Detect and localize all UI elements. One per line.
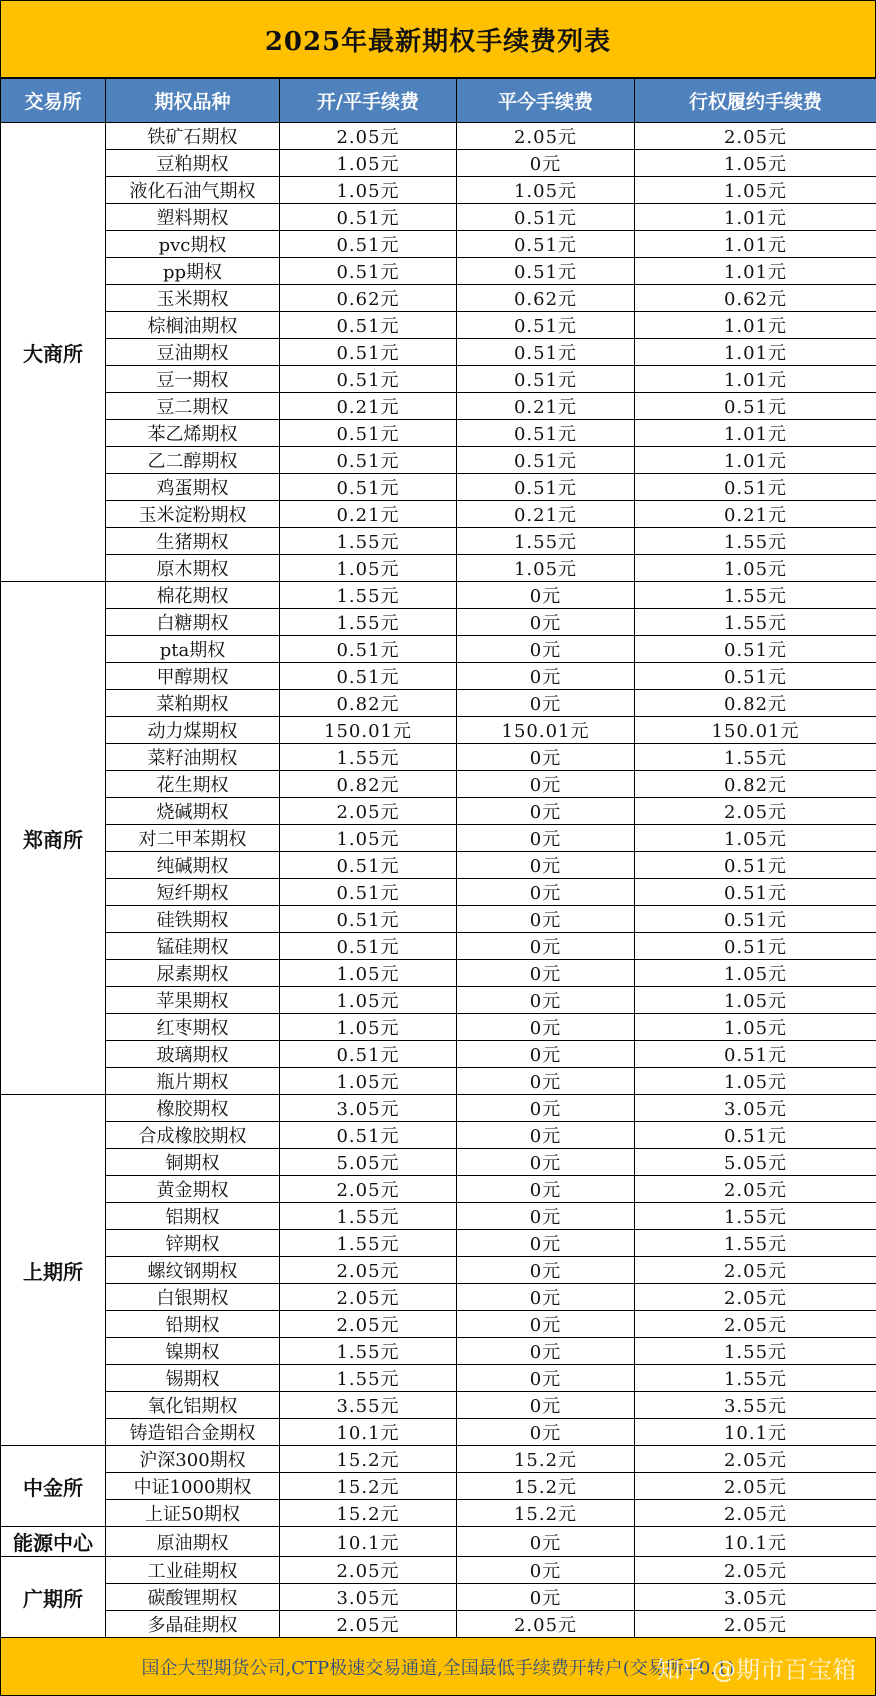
close-today-fee-cell: 0元 <box>457 1176 635 1203</box>
exercise-fee-cell: 2.05元 <box>635 1473 876 1500</box>
exercise-fee-cell: 1.55元 <box>635 744 876 771</box>
table-row <box>1 690 876 717</box>
open-close-fee-cell: 1.55元 <box>280 1203 457 1230</box>
close-today-fee-cell: 2.05元 <box>457 1611 635 1638</box>
exercise-fee-cell: 10.1元 <box>635 1527 876 1557</box>
open-close-fee-cell: 2.05元 <box>280 123 457 150</box>
close-today-fee-cell: 0元 <box>457 960 635 987</box>
open-close-fee-cell: 1.55元 <box>280 528 457 555</box>
table-row <box>1 1014 876 1041</box>
exercise-fee-cell: 1.55元 <box>635 582 876 609</box>
close-today-fee-cell: 0元 <box>457 987 635 1014</box>
close-today-fee-cell: 0.51元 <box>457 258 635 285</box>
exercise-fee-cell: 2.05元 <box>635 1446 876 1473</box>
exercise-fee-cell: 0.51元 <box>635 636 876 663</box>
close-today-fee-cell: 0.51元 <box>457 366 635 393</box>
watermark: 知乎 @期市百宝箱 <box>656 1656 856 1684</box>
open-close-fee-cell: 2.05元 <box>280 1176 457 1203</box>
table-row <box>1 231 876 258</box>
variety-cell: 菜籽油期权 <box>106 744 280 771</box>
close-today-fee-cell: 0元 <box>457 1557 635 1584</box>
close-today-fee-cell: 15.2元 <box>457 1500 635 1527</box>
variety-cell: pta期权 <box>106 636 280 663</box>
open-close-fee-cell: 0.51元 <box>280 879 457 906</box>
open-close-fee-cell: 1.05元 <box>280 150 457 177</box>
variety-cell: 棕榈油期权 <box>106 312 280 339</box>
exercise-fee-cell: 1.01元 <box>635 420 876 447</box>
table-row <box>1 825 876 852</box>
variety-cell: 碳酸锂期权 <box>106 1584 280 1611</box>
open-close-fee-cell: 1.05元 <box>280 960 457 987</box>
table-row <box>1 1176 876 1203</box>
variety-cell: 原油期权 <box>106 1527 280 1557</box>
open-close-fee-cell: 3.05元 <box>280 1584 457 1611</box>
table-row <box>1 771 876 798</box>
close-today-fee-cell: 0元 <box>457 1584 635 1611</box>
table-row <box>1 177 876 204</box>
header-row <box>1 79 876 123</box>
variety-cell: 甲醇期权 <box>106 663 280 690</box>
variety-cell: 生猪期权 <box>106 528 280 555</box>
open-close-fee-cell: 1.05元 <box>280 555 457 582</box>
table-row <box>1 1584 876 1611</box>
variety-cell: 豆油期权 <box>106 339 280 366</box>
close-today-fee-cell: 0元 <box>457 744 635 771</box>
open-close-fee-cell: 15.2元 <box>280 1446 457 1473</box>
variety-cell: 铸造铝合金期权 <box>106 1419 280 1446</box>
close-today-fee-cell: 0元 <box>457 1095 635 1122</box>
exercise-fee-cell: 10.1元 <box>635 1419 876 1446</box>
close-today-fee-cell: 0元 <box>457 1257 635 1284</box>
open-close-fee-cell: 0.62元 <box>280 285 457 312</box>
close-today-fee-cell: 0元 <box>457 150 635 177</box>
table-row <box>1 1392 876 1419</box>
close-today-fee-cell: 15.2元 <box>457 1446 635 1473</box>
header-close-today-fee: 平今手续费 <box>457 79 635 123</box>
open-close-fee-cell: 0.82元 <box>280 690 457 717</box>
variety-cell: 铜期权 <box>106 1149 280 1176</box>
table-row <box>1 474 876 501</box>
open-close-fee-cell: 1.05元 <box>280 177 457 204</box>
open-close-fee-cell: 150.01元 <box>280 717 457 744</box>
table-row <box>1 123 876 150</box>
open-close-fee-cell: 0.21元 <box>280 501 457 528</box>
table-row <box>1 636 876 663</box>
variety-cell: 橡胶期权 <box>106 1095 280 1122</box>
exercise-fee-cell: 1.05元 <box>635 177 876 204</box>
open-close-fee-cell: 0.51元 <box>280 447 457 474</box>
close-today-fee-cell: 0元 <box>457 1230 635 1257</box>
variety-cell: 短纤期权 <box>106 879 280 906</box>
close-today-fee-cell: 0元 <box>457 1527 635 1557</box>
exercise-fee-cell: 1.55元 <box>635 1365 876 1392</box>
exercise-fee-cell: 1.01元 <box>635 258 876 285</box>
table-row <box>1 582 876 609</box>
exercise-fee-cell: 2.05元 <box>635 1284 876 1311</box>
exchange-cell: 大商所 <box>1 123 106 582</box>
close-today-fee-cell: 0元 <box>457 825 635 852</box>
table-row <box>1 1446 876 1473</box>
variety-cell: 中证1000期权 <box>106 1473 280 1500</box>
exercise-fee-cell: 0.51元 <box>635 393 876 420</box>
variety-cell: 动力煤期权 <box>106 717 280 744</box>
variety-cell: 纯碱期权 <box>106 852 280 879</box>
table-row <box>1 1203 876 1230</box>
variety-cell: 豆一期权 <box>106 366 280 393</box>
close-today-fee-cell: 1.55元 <box>457 528 635 555</box>
close-today-fee-cell: 0元 <box>457 1284 635 1311</box>
exercise-fee-cell: 1.05元 <box>635 150 876 177</box>
close-today-fee-cell: 1.05元 <box>457 555 635 582</box>
variety-cell: 玉米期权 <box>106 285 280 312</box>
variety-cell: 玻璃期权 <box>106 1041 280 1068</box>
open-close-fee-cell: 0.51元 <box>280 852 457 879</box>
exercise-fee-cell: 1.55元 <box>635 528 876 555</box>
open-close-fee-cell: 3.55元 <box>280 1392 457 1419</box>
close-today-fee-cell: 0.51元 <box>457 231 635 258</box>
exercise-fee-cell: 1.05元 <box>635 825 876 852</box>
table-row <box>1 609 876 636</box>
table-row <box>1 1041 876 1068</box>
table-row <box>1 1365 876 1392</box>
open-close-fee-cell: 0.51元 <box>280 933 457 960</box>
close-today-fee-cell: 0元 <box>457 663 635 690</box>
table-row <box>1 1230 876 1257</box>
close-today-fee-cell: 0元 <box>457 1338 635 1365</box>
table-row <box>1 420 876 447</box>
variety-cell: 铝期权 <box>106 1203 280 1230</box>
open-close-fee-cell: 0.51元 <box>280 420 457 447</box>
open-close-fee-cell: 2.05元 <box>280 1311 457 1338</box>
header-exchange: 交易所 <box>1 79 106 123</box>
table-row <box>1 717 876 744</box>
fee-table <box>0 78 876 1638</box>
variety-cell: 螺纹钢期权 <box>106 1257 280 1284</box>
open-close-fee-cell: 1.55元 <box>280 744 457 771</box>
open-close-fee-cell: 2.05元 <box>280 1257 457 1284</box>
table-row <box>1 285 876 312</box>
open-close-fee-cell: 1.55元 <box>280 1365 457 1392</box>
open-close-fee-cell: 1.55元 <box>280 609 457 636</box>
open-close-fee-cell: 0.51元 <box>280 474 457 501</box>
exercise-fee-cell: 1.01元 <box>635 366 876 393</box>
variety-cell: 多晶硅期权 <box>106 1611 280 1638</box>
variety-cell: 对二甲苯期权 <box>106 825 280 852</box>
close-today-fee-cell: 0元 <box>457 906 635 933</box>
variety-cell: 黄金期权 <box>106 1176 280 1203</box>
exercise-fee-cell: 0.51元 <box>635 663 876 690</box>
table-row <box>1 501 876 528</box>
close-today-fee-cell: 0元 <box>457 798 635 825</box>
table-row <box>1 1527 876 1557</box>
variety-cell: 花生期权 <box>106 771 280 798</box>
table-row <box>1 312 876 339</box>
open-close-fee-cell: 0.51元 <box>280 312 457 339</box>
open-close-fee-cell: 0.51元 <box>280 258 457 285</box>
variety-cell: 鸡蛋期权 <box>106 474 280 501</box>
exercise-fee-cell: 0.51元 <box>635 1122 876 1149</box>
exercise-fee-cell: 1.55元 <box>635 609 876 636</box>
table-row <box>1 906 876 933</box>
exercise-fee-cell: 0.51元 <box>635 852 876 879</box>
open-close-fee-cell: 10.1元 <box>280 1527 457 1557</box>
table-row <box>1 1149 876 1176</box>
open-close-fee-cell: 0.51元 <box>280 906 457 933</box>
header-exercise-fee: 行权履约手续费 <box>635 79 876 123</box>
header-variety: 期权品种 <box>106 79 280 123</box>
close-today-fee-cell: 0元 <box>457 609 635 636</box>
variety-cell: 豆粕期权 <box>106 150 280 177</box>
open-close-fee-cell: 1.05元 <box>280 825 457 852</box>
exercise-fee-cell: 1.01元 <box>635 204 876 231</box>
variety-cell: 原木期权 <box>106 555 280 582</box>
open-close-fee-cell: 0.51元 <box>280 636 457 663</box>
variety-cell: pp期权 <box>106 258 280 285</box>
variety-cell: 锌期权 <box>106 1230 280 1257</box>
exercise-fee-cell: 3.55元 <box>635 1392 876 1419</box>
open-close-fee-cell: 0.51元 <box>280 204 457 231</box>
table-row <box>1 1284 876 1311</box>
table-row <box>1 663 876 690</box>
open-close-fee-cell: 1.05元 <box>280 1014 457 1041</box>
table-row <box>1 204 876 231</box>
variety-cell: 玉米淀粉期权 <box>106 501 280 528</box>
exercise-fee-cell: 1.05元 <box>635 555 876 582</box>
exercise-fee-cell: 2.05元 <box>635 1557 876 1584</box>
exercise-fee-cell: 1.55元 <box>635 1203 876 1230</box>
exercise-fee-cell: 150.01元 <box>635 717 876 744</box>
open-close-fee-cell: 5.05元 <box>280 1149 457 1176</box>
exchange-cell: 能源中心 <box>1 1527 106 1557</box>
variety-cell: 白银期权 <box>106 1284 280 1311</box>
close-today-fee-cell: 0.51元 <box>457 312 635 339</box>
exchange-cell: 上期所 <box>1 1095 106 1446</box>
variety-cell: 锡期权 <box>106 1365 280 1392</box>
close-today-fee-cell: 0.21元 <box>457 393 635 420</box>
variety-cell: 镍期权 <box>106 1338 280 1365</box>
variety-cell: 液化石油气期权 <box>106 177 280 204</box>
open-close-fee-cell: 1.05元 <box>280 987 457 1014</box>
variety-cell: 铁矿石期权 <box>106 123 280 150</box>
open-close-fee-cell: 1.55元 <box>280 1230 457 1257</box>
header-open-close-fee: 开/平手续费 <box>280 79 457 123</box>
variety-cell: 豆二期权 <box>106 393 280 420</box>
exchange-cell: 广期所 <box>1 1557 106 1638</box>
table-row <box>1 852 876 879</box>
close-today-fee-cell: 0元 <box>457 1419 635 1446</box>
close-today-fee-cell: 1.05元 <box>457 177 635 204</box>
open-close-fee-cell: 1.55元 <box>280 1338 457 1365</box>
open-close-fee-cell: 15.2元 <box>280 1500 457 1527</box>
exercise-fee-cell: 3.05元 <box>635 1584 876 1611</box>
open-close-fee-cell: 0.21元 <box>280 393 457 420</box>
page-title: 2025年最新期权手续费列表 <box>264 26 612 57</box>
open-close-fee-cell: 15.2元 <box>280 1473 457 1500</box>
variety-cell: 铅期权 <box>106 1311 280 1338</box>
exercise-fee-cell: 1.55元 <box>635 1230 876 1257</box>
variety-cell: 尿素期权 <box>106 960 280 987</box>
table-row <box>1 1473 876 1500</box>
exercise-fee-cell: 2.05元 <box>635 1311 876 1338</box>
open-close-fee-cell: 2.05元 <box>280 1557 457 1584</box>
open-close-fee-cell: 2.05元 <box>280 798 457 825</box>
close-today-fee-cell: 0.51元 <box>457 474 635 501</box>
exercise-fee-cell: 0.51元 <box>635 906 876 933</box>
title-banner <box>0 0 876 78</box>
close-today-fee-cell: 0元 <box>457 1041 635 1068</box>
close-today-fee-cell: 0元 <box>457 1149 635 1176</box>
exercise-fee-cell: 2.05元 <box>635 123 876 150</box>
close-today-fee-cell: 150.01元 <box>457 717 635 744</box>
close-today-fee-cell: 0元 <box>457 879 635 906</box>
exercise-fee-cell: 0.82元 <box>635 690 876 717</box>
exercise-fee-cell: 0.62元 <box>635 285 876 312</box>
exercise-fee-cell: 1.05元 <box>635 987 876 1014</box>
table-row <box>1 933 876 960</box>
variety-cell: 上证50期权 <box>106 1500 280 1527</box>
close-today-fee-cell: 0元 <box>457 1365 635 1392</box>
close-today-fee-cell: 0.51元 <box>457 420 635 447</box>
exercise-fee-cell: 0.51元 <box>635 879 876 906</box>
table-row <box>1 555 876 582</box>
close-today-fee-cell: 2.05元 <box>457 123 635 150</box>
close-today-fee-cell: 15.2元 <box>457 1473 635 1500</box>
table-row <box>1 1257 876 1284</box>
close-today-fee-cell: 0元 <box>457 636 635 663</box>
open-close-fee-cell: 2.05元 <box>280 1284 457 1311</box>
exercise-fee-cell: 2.05元 <box>635 798 876 825</box>
variety-cell: 合成橡胶期权 <box>106 1122 280 1149</box>
table-row <box>1 258 876 285</box>
table-row <box>1 798 876 825</box>
variety-cell: 沪深300期权 <box>106 1446 280 1473</box>
table-row <box>1 1122 876 1149</box>
table-row <box>1 1500 876 1527</box>
open-close-fee-cell: 0.51元 <box>280 231 457 258</box>
variety-cell: 苯乙烯期权 <box>106 420 280 447</box>
close-today-fee-cell: 0元 <box>457 1122 635 1149</box>
open-close-fee-cell: 0.51元 <box>280 366 457 393</box>
variety-cell: 菜粕期权 <box>106 690 280 717</box>
open-close-fee-cell: 0.82元 <box>280 771 457 798</box>
open-close-fee-cell: 1.55元 <box>280 582 457 609</box>
exercise-fee-cell: 0.21元 <box>635 501 876 528</box>
exercise-fee-cell: 0.51元 <box>635 1041 876 1068</box>
exercise-fee-cell: 0.51元 <box>635 474 876 501</box>
variety-cell: 瓶片期权 <box>106 1068 280 1095</box>
exercise-fee-cell: 1.05元 <box>635 960 876 987</box>
table-row <box>1 1311 876 1338</box>
exercise-fee-cell: 1.55元 <box>635 1338 876 1365</box>
exercise-fee-cell: 2.05元 <box>635 1176 876 1203</box>
table-row <box>1 1419 876 1446</box>
exchange-cell: 中金所 <box>1 1446 106 1527</box>
close-today-fee-cell: 0.21元 <box>457 501 635 528</box>
close-today-fee-cell: 0元 <box>457 1068 635 1095</box>
open-close-fee-cell: 2.05元 <box>280 1611 457 1638</box>
close-today-fee-cell: 0元 <box>457 771 635 798</box>
close-today-fee-cell: 0元 <box>457 933 635 960</box>
variety-cell: 烧碱期权 <box>106 798 280 825</box>
table-row <box>1 393 876 420</box>
close-today-fee-cell: 0元 <box>457 1311 635 1338</box>
table-row <box>1 987 876 1014</box>
variety-cell: 白糖期权 <box>106 609 280 636</box>
close-today-fee-cell: 0.51元 <box>457 204 635 231</box>
close-today-fee-cell: 0.51元 <box>457 447 635 474</box>
close-today-fee-cell: 0元 <box>457 582 635 609</box>
variety-cell: 工业硅期权 <box>106 1557 280 1584</box>
variety-cell: 棉花期权 <box>106 582 280 609</box>
variety-cell: 苹果期权 <box>106 987 280 1014</box>
open-close-fee-cell: 0.51元 <box>280 663 457 690</box>
open-close-fee-cell: 0.51元 <box>280 339 457 366</box>
exercise-fee-cell: 2.05元 <box>635 1257 876 1284</box>
table-row <box>1 1611 876 1638</box>
footer-text: 国企大型期货公司,CTP极速交易通道,全国最低手续费开转户(交易所+0.1) <box>141 1657 735 1679</box>
close-today-fee-cell: 0.62元 <box>457 285 635 312</box>
table-row <box>1 744 876 771</box>
table-row <box>1 960 876 987</box>
open-close-fee-cell: 0.51元 <box>280 1122 457 1149</box>
exercise-fee-cell: 0.82元 <box>635 771 876 798</box>
variety-cell: pvc期权 <box>106 231 280 258</box>
exercise-fee-cell: 1.01元 <box>635 339 876 366</box>
table-row <box>1 528 876 555</box>
exercise-fee-cell: 1.01元 <box>635 231 876 258</box>
close-today-fee-cell: 0元 <box>457 1392 635 1419</box>
variety-cell: 塑料期权 <box>106 204 280 231</box>
variety-cell: 红枣期权 <box>106 1014 280 1041</box>
table-row <box>1 1338 876 1365</box>
exercise-fee-cell: 0.51元 <box>635 933 876 960</box>
exchange-cell: 郑商所 <box>1 582 106 1095</box>
exercise-fee-cell: 1.01元 <box>635 447 876 474</box>
variety-cell: 氧化铝期权 <box>106 1392 280 1419</box>
close-today-fee-cell: 0元 <box>457 1014 635 1041</box>
exercise-fee-cell: 2.05元 <box>635 1500 876 1527</box>
variety-cell: 乙二醇期权 <box>106 447 280 474</box>
open-close-fee-cell: 10.1元 <box>280 1419 457 1446</box>
exercise-fee-cell: 5.05元 <box>635 1149 876 1176</box>
close-today-fee-cell: 0元 <box>457 1203 635 1230</box>
variety-cell: 硅铁期权 <box>106 906 280 933</box>
exercise-fee-cell: 1.05元 <box>635 1014 876 1041</box>
table-row <box>1 1095 876 1122</box>
table-row <box>1 366 876 393</box>
table-row <box>1 339 876 366</box>
table-row <box>1 447 876 474</box>
table-row <box>1 1068 876 1095</box>
open-close-fee-cell: 0.51元 <box>280 1041 457 1068</box>
table-row <box>1 1557 876 1584</box>
table-row <box>1 150 876 177</box>
open-close-fee-cell: 3.05元 <box>280 1095 457 1122</box>
exercise-fee-cell: 1.05元 <box>635 1068 876 1095</box>
exercise-fee-cell: 1.01元 <box>635 312 876 339</box>
exercise-fee-cell: 2.05元 <box>635 1611 876 1638</box>
table-row <box>1 879 876 906</box>
close-today-fee-cell: 0元 <box>457 852 635 879</box>
close-today-fee-cell: 0.51元 <box>457 339 635 366</box>
close-today-fee-cell: 0元 <box>457 690 635 717</box>
open-close-fee-cell: 1.05元 <box>280 1068 457 1095</box>
variety-cell: 锰硅期权 <box>106 933 280 960</box>
exercise-fee-cell: 3.05元 <box>635 1095 876 1122</box>
